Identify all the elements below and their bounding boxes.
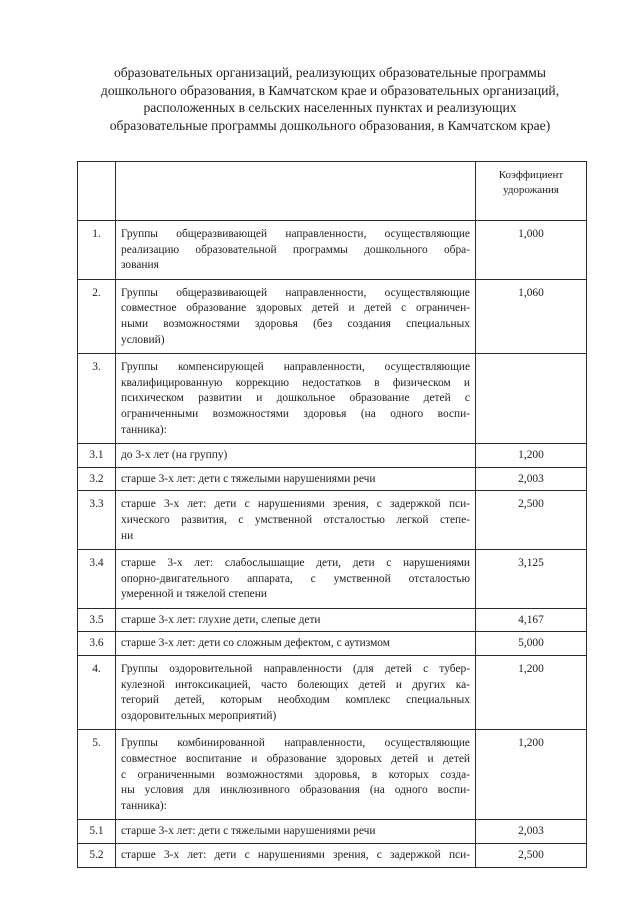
header-text-cell xyxy=(116,162,476,221)
row-description-line: старше 3-х лет: дети с нарушениями зрения, с задержкой пси- xyxy=(121,498,470,511)
row-description-cell xyxy=(116,279,476,353)
row-coefficient-cell: 1,060 xyxy=(476,279,587,353)
row-description-line: танника): xyxy=(121,423,167,436)
row-description-line: реализацию образовательной программы дошкольного обра- xyxy=(121,243,470,256)
row-description-line: старше 3-х лет: дети с нарушениями зрения, с задержкой пси- xyxy=(121,849,470,861)
row-number-cell: 3.2 xyxy=(78,467,116,491)
row-coefficient-cell: 1,200 xyxy=(476,730,587,820)
row-description-line: оздоровительных мероприятий) xyxy=(121,709,277,722)
row-coefficient-cell: 4,167 xyxy=(476,608,587,632)
row-coefficient-cell: 1,000 xyxy=(476,221,587,280)
table-row xyxy=(78,221,587,280)
row-description-line: старше 3-х лет: дети с тяжелыми нарушениями речи xyxy=(121,472,376,485)
row-coefficient-cell: 2,003 xyxy=(476,467,587,491)
table-header-row xyxy=(78,162,587,221)
table-row xyxy=(78,656,587,730)
row-description-line: квалифицированную коррекцию недостатков в физическом и xyxy=(121,376,470,389)
row-description-line: ны условия для инклюзивного образования (на одного воспи- xyxy=(121,784,470,797)
row-description-line: зования xyxy=(121,259,159,272)
table-row xyxy=(78,820,587,844)
header-coefficient-label: Коэффициент xyxy=(498,169,564,181)
row-description-line: ограниченными возможностями здоровья (на одного воспи- xyxy=(121,407,470,420)
row-description-line: Группы общеразвивающей направленности, осуществляющие xyxy=(121,286,470,299)
row-number-cell: 1. xyxy=(78,221,116,280)
row-description-line: с ограниченными возможностями здоровья, в которых созда- xyxy=(121,768,470,781)
table-row xyxy=(78,550,587,609)
row-description-line: условий) xyxy=(121,333,165,346)
row-description-line: старше 3-х лет: глухие дети, слепые дети xyxy=(121,613,321,626)
row-number-cell: 3.5 xyxy=(78,608,116,632)
row-description-line: умеренной и тяжелой степени xyxy=(121,588,267,601)
row-description-line: Группы комбинированной направленности, осуществляющие xyxy=(121,737,470,750)
row-description-line: хического развития, с умственной отсталостью легкой степе- xyxy=(121,513,470,526)
table-row xyxy=(78,491,587,550)
row-number-cell: 3.3 xyxy=(78,491,116,550)
row-description-line: ными возможностями здоровья (без создания специальных xyxy=(121,317,470,330)
row-description-cell xyxy=(116,656,476,730)
row-description-line: опорно-двигательного аппарата, с умственной отсталостью xyxy=(121,572,470,585)
row-coefficient-cell: 2,003 xyxy=(476,820,587,844)
heading-line: образовательных организаций, реализующих образовательные программы xyxy=(113,65,547,80)
row-number-cell: 3.1 xyxy=(78,444,116,468)
row-coefficient-cell: 2,500 xyxy=(476,844,587,868)
row-description-line: ни xyxy=(121,529,134,542)
row-description-cell xyxy=(116,221,476,280)
row-coefficient-cell: 3,125 xyxy=(476,550,587,609)
row-number-cell: 3.6 xyxy=(78,632,116,656)
row-description-cell xyxy=(116,608,476,632)
row-description-line: старше 3-х лет: дети со сложным дефектом, с аутизмом xyxy=(121,637,390,650)
heading-line: расположенных в сельских населенных пунктах и реализующих xyxy=(143,100,517,115)
row-description-line: кулезной интоксикацией, часто болеющих детей и других ка- xyxy=(121,678,470,691)
row-coefficient-cell: 2,500 xyxy=(476,491,587,550)
header-number-cell xyxy=(78,162,116,221)
row-description-cell xyxy=(116,467,476,491)
row-coefficient-cell: 5,000 xyxy=(476,632,587,656)
row-coefficient-cell: 1,200 xyxy=(476,444,587,468)
row-coefficient-cell: 1,200 xyxy=(476,656,587,730)
row-description-line: совместное образование здоровых детей и детей с ограничен- xyxy=(121,302,470,315)
document-heading xyxy=(60,64,600,134)
row-description-line: танника): xyxy=(121,799,167,812)
row-description-cell xyxy=(116,632,476,656)
table-row xyxy=(78,444,587,468)
row-description-line: совместное воспитание и образование здоровых детей и детей xyxy=(121,753,470,766)
heading-line: образовательные программы дошкольного образования, в Камчатском крае) xyxy=(109,117,551,133)
row-description-line: до 3-х лет (на группу) xyxy=(121,449,228,462)
row-description-line: Группы общеразвивающей направленности, осуществляющие xyxy=(121,228,470,240)
row-number-cell: 5.2 xyxy=(78,844,116,868)
row-number-cell: 4. xyxy=(78,656,116,730)
table-row xyxy=(78,632,587,656)
table-row xyxy=(78,608,587,632)
row-description-cell xyxy=(116,730,476,820)
row-number-cell: 3. xyxy=(78,354,116,444)
row-description-cell xyxy=(116,844,476,868)
table-row xyxy=(78,279,587,353)
row-description-cell xyxy=(116,354,476,444)
row-description-line: тегорий детей, которым необходим комплекс специальных xyxy=(121,694,470,707)
header-coefficient-cell xyxy=(476,162,587,221)
table-row xyxy=(78,844,587,868)
table-row xyxy=(78,467,587,491)
row-number-cell: 2. xyxy=(78,279,116,353)
row-description-line: старше 3-х лет: слабослышащие дети, дети с нарушениями xyxy=(121,557,470,570)
table-row xyxy=(78,730,587,820)
row-description-line: старше 3-х лет: дети с тяжелыми нарушениями речи xyxy=(121,825,376,838)
row-number-cell: 3.4 xyxy=(78,550,116,609)
row-description-cell xyxy=(116,820,476,844)
header-coefficient-label: удорожания xyxy=(503,184,559,196)
heading-line: дошкольного образования, в Камчатском крае и образовательных организаций, xyxy=(100,82,560,98)
row-number-cell: 5. xyxy=(78,730,116,820)
row-description-line: психическом развитии и дошкольное образование детей с xyxy=(121,392,470,405)
row-number-cell: 5.1 xyxy=(78,820,116,844)
row-description-line: Группы компенсирующей направленности, осуществляющие xyxy=(121,361,470,374)
row-description-cell xyxy=(116,550,476,609)
row-coefficient-cell xyxy=(476,354,587,444)
table-row xyxy=(78,354,587,444)
coefficient-table xyxy=(77,161,587,868)
row-description-cell xyxy=(116,491,476,550)
row-description-line: Группы оздоровительной направленности (для детей с тубер- xyxy=(121,663,470,676)
row-description-cell xyxy=(116,444,476,468)
